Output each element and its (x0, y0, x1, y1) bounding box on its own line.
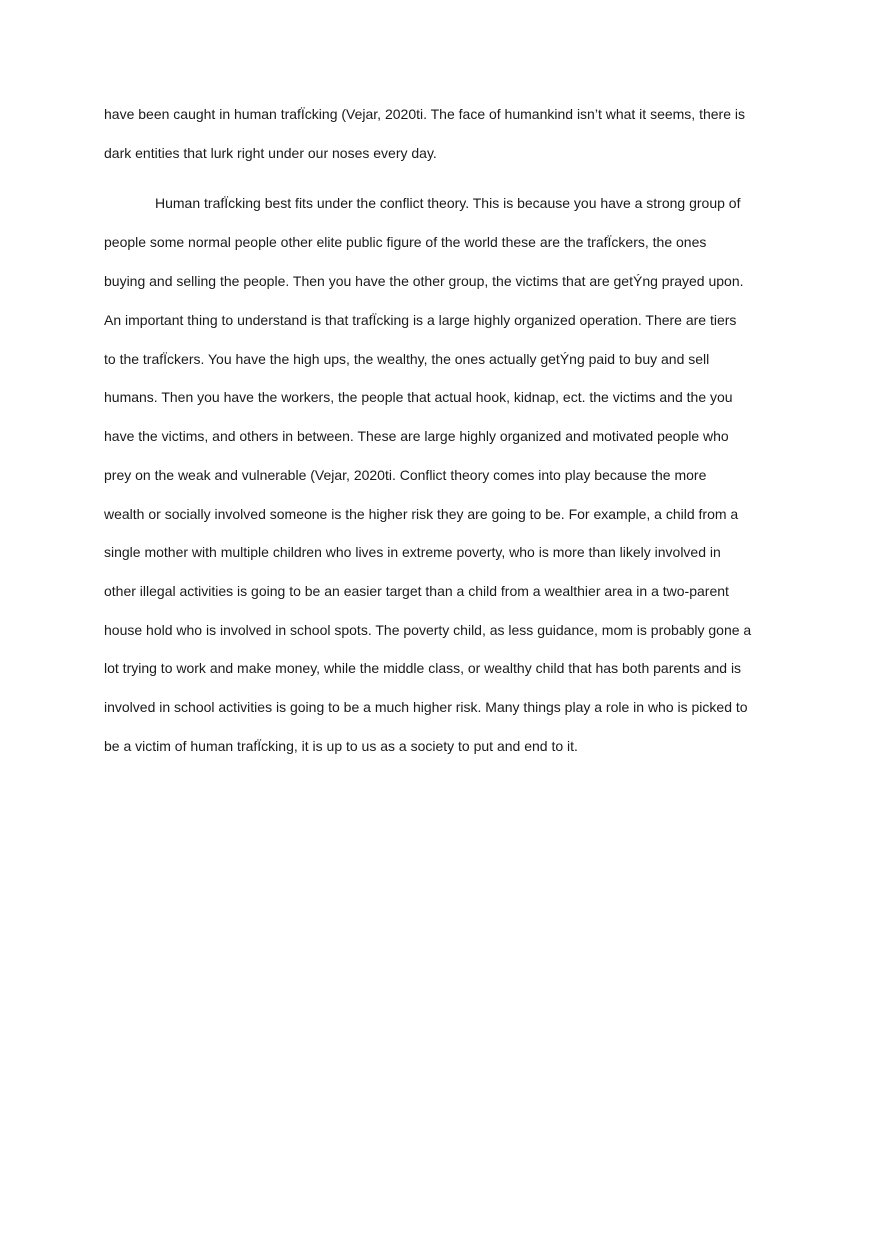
text-line: buying and selling the people. Then you have the other group, the victims that are getÝng prayed upon. (104, 273, 744, 289)
text-line: other illegal activities is going to be an easier target than a child from a wealthier area in a two-parent (104, 583, 729, 599)
text-line: wealth or socially involved someone is the higher risk they are going to be. For example, a child from a (104, 506, 739, 522)
text-line: have been caught in human trafÏcking (Vejar, 2020ti. The face of humankind isn’t what it seems, there is (104, 106, 745, 122)
text-line: prey on the weak and vulnerable (Vejar, 2020ti. Conflict theory comes into play because the more (104, 467, 707, 483)
text-line: An important thing to understand is that trafÏcking is a large highly organized operation. There are tiers (104, 312, 737, 328)
text-line: humans. Then you have the workers, the people that actual hook, kidnap, ect. the victims and the you (104, 389, 733, 405)
text-line: be a victim of human trafÏcking, it is up to us as a society to put and end to it. (104, 738, 578, 754)
text-line: people some normal people other elite public figure of the world these are the trafÏckers, the ones (104, 234, 707, 250)
text-line: have the victims, and others in between. These are large highly organized and motivated people who (104, 428, 729, 444)
text-line: to the trafÏckers. You have the high ups, the wealthy, the ones actually getÝng paid to buy and sell (104, 351, 710, 367)
text-line: house hold who is involved in school spots. The poverty child, as less guidance, mom is probably gone a (104, 622, 752, 638)
text-line: single mother with multiple children who lives in extreme poverty, who is more than likely involved in (104, 544, 721, 560)
text-line: involved in school activities is going to be a much higher risk. Many things play a role in who is picked to (104, 699, 748, 715)
text-line: Human trafÏcking best fits under the conflict theory. This is because you have a strong group of (155, 195, 741, 211)
text-line: lot trying to work and make money, while the middle class, or wealthy child that has both parents and is (104, 660, 742, 676)
text-line: dark entities that lurk right under our noses every day. (104, 145, 437, 161)
